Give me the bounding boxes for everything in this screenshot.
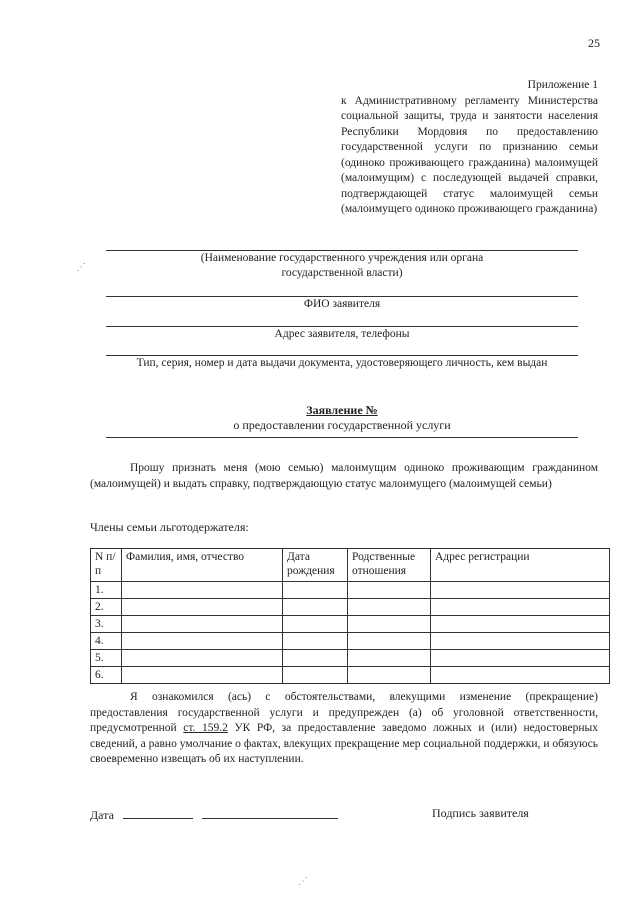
cell-full-name[interactable] (122, 633, 283, 650)
cell-address[interactable] (431, 667, 610, 684)
row-number: 6. (91, 667, 122, 684)
cell-relationship[interactable] (348, 667, 431, 684)
cell-relationship[interactable] (348, 599, 431, 616)
authority-caption: (Наименование государственного учреждения или органа государственной власти) (200, 252, 484, 279)
row-number: 1. (91, 582, 122, 599)
date-label: Дата (90, 808, 114, 822)
cell-relationship[interactable] (348, 633, 431, 650)
cell-full-name[interactable] (122, 616, 283, 633)
row-number: 4. (91, 633, 122, 650)
members-label: Члены семьи льготодержателя: (90, 520, 249, 534)
application-heading: Заявление № (306, 403, 378, 417)
cell-full-name[interactable] (122, 582, 283, 599)
col-full-name: Фамилия, имя, отчество (122, 549, 283, 582)
cell-full-name[interactable] (122, 599, 283, 616)
applicant-name-caption: ФИО заявителя (303, 298, 381, 310)
table-row (91, 667, 610, 684)
cell-address[interactable] (431, 599, 610, 616)
members-table (90, 548, 610, 684)
table-row (91, 650, 610, 667)
scan-mark: ⋰ (76, 262, 86, 273)
acknowledgement-after-link: УК РФ, за предоставление заведомо ложных и (или) недостоверных сведений, а равно умолчание о фактах, влекущих прекращение мер социальной поддержки, и обязуюсь своевременно извещать об их наступлении. (90, 722, 599, 765)
cell-birth-date[interactable] (283, 633, 348, 650)
table-row (91, 599, 610, 616)
cell-address[interactable] (431, 616, 610, 633)
id-document-caption: Тип, серия, номер и дата выдачи документа, удостоверяющего личность, кем выдан (136, 357, 548, 369)
cell-full-name[interactable] (122, 650, 283, 667)
authority-field (106, 250, 578, 281)
cell-address[interactable] (431, 650, 610, 667)
page-number: 25 (588, 36, 600, 50)
col-registration-address: Адрес регистрации (431, 549, 610, 582)
application-heading-block (106, 403, 578, 438)
address-field (106, 326, 578, 342)
date-input-line-2[interactable] (202, 806, 338, 819)
signature-label: Подпись заявителя (432, 806, 529, 820)
cell-address[interactable] (431, 582, 610, 599)
acknowledgement-text (90, 690, 598, 768)
col-relationship: Родственные отношения (348, 549, 431, 582)
cell-birth-date[interactable] (283, 582, 348, 599)
row-number: 3. (91, 616, 122, 633)
application-subheading: о предоставлении государственной услуги (233, 418, 451, 432)
cell-full-name[interactable] (122, 667, 283, 684)
applicant-name-field (106, 296, 578, 312)
appendix-body: к Административному регламенту Министерства социальной защиты, труда и занятости населения Республики Мордовия по предоставлению государственной услуги по признанию семьи (одиноко проживающего гражданина) малоимущей (малоимущим) с последующей выдачей справки, подтверждающей статус малоимущей семьи (малоимущего одиноко проживающего гражданина) (341, 94, 598, 215)
cell-relationship[interactable] (348, 616, 431, 633)
acknowledgement-before-link: Я ознакомился (ась) с обстоятельствами, влекущими изменение (прекращение) предоставления государственной услуги и предупрежден (а) об уголовной ответственности, предусмотренной (90, 691, 598, 734)
criminal-code-link[interactable]: ст. 159.2 (183, 722, 228, 734)
appendix-title: Приложение 1 (527, 79, 598, 91)
members-table-header (91, 549, 610, 582)
table-row (91, 633, 610, 650)
cell-relationship[interactable] (348, 582, 431, 599)
cell-birth-date[interactable] (283, 650, 348, 667)
date-field (90, 806, 338, 823)
request-text: Прошу признать меня (мою семью) малоимущим одиноко проживающим гражданином (малоимущей) и выдать справку, подтверждающую статус малоимущего (малоимущей семьи) (90, 462, 598, 490)
scan-mark: ⋰ (298, 876, 308, 887)
id-document-field (106, 355, 578, 371)
table-row (91, 616, 610, 633)
appendix-note (341, 78, 598, 218)
table-row (91, 582, 610, 599)
col-birth-date: Дата рождения (283, 549, 348, 582)
cell-address[interactable] (431, 633, 610, 650)
application-subject-line[interactable] (106, 437, 578, 438)
date-input-line-1[interactable] (123, 806, 193, 819)
cell-birth-date[interactable] (283, 616, 348, 633)
row-number: 2. (91, 599, 122, 616)
address-caption: Адрес заявителя, телефоны (274, 328, 410, 340)
cell-birth-date[interactable] (283, 599, 348, 616)
cell-relationship[interactable] (348, 650, 431, 667)
col-number: N п/п (91, 549, 122, 582)
row-number: 5. (91, 650, 122, 667)
cell-birth-date[interactable] (283, 667, 348, 684)
